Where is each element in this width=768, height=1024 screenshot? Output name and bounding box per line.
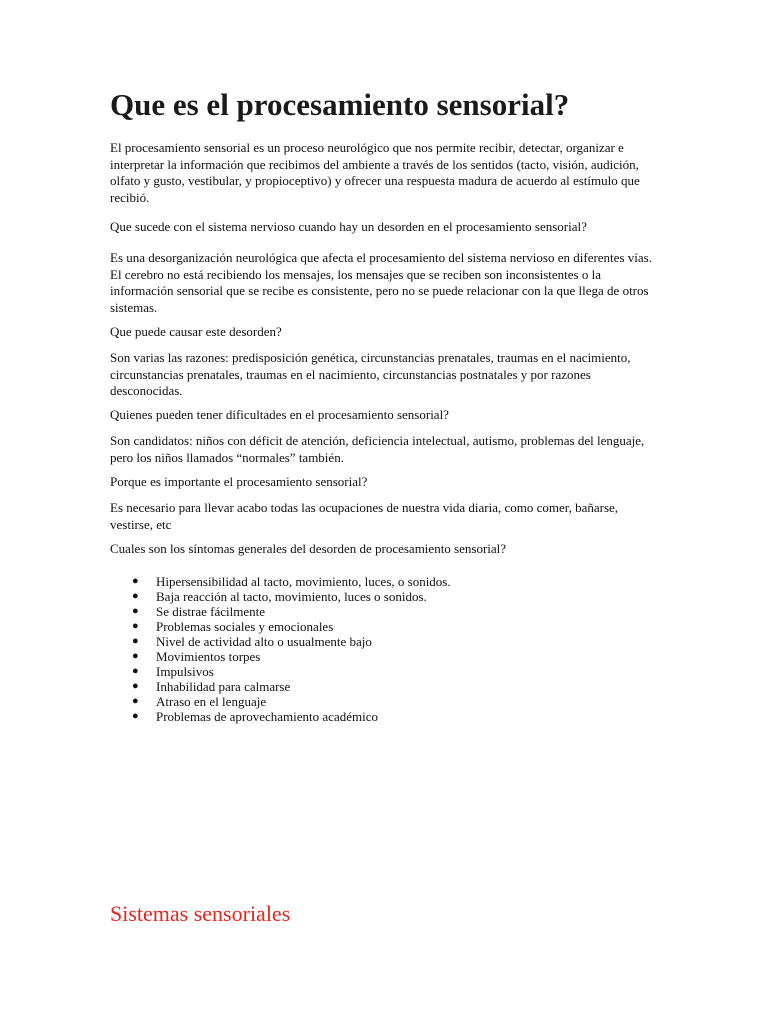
- list-item-text: Problemas de aprovechamiento académico: [156, 709, 378, 724]
- paragraph-definition: El procesamiento sensorial es un proceso neurológico que nos permite recibir, detectar, organizar e interpretar la información que recibimos del ambiente a través de los sentidos (tacto, visión, audición, olfato y gusto, vestibular, y propioceptivo) y ofrecer una respuesta madura de acuerdo al estímulo que recibió.: [110, 140, 640, 205]
- section-title: Sistemas sensoriales: [110, 901, 291, 926]
- paragraph-importance: Es necesario para llevar acabo todas las ocupaciones de nuestra vida diaria, como comer, bañarse, vestirse, etc: [110, 500, 619, 532]
- list-item-text: Se distrae fácilmente: [156, 604, 266, 619]
- bullet-icon: ●: [132, 635, 139, 647]
- bullet-icon: ●: [132, 650, 139, 662]
- bullet-icon: ●: [132, 605, 139, 617]
- question-causes: Que puede causar este desorden?: [110, 324, 282, 339]
- list-item: [110, 589, 650, 604]
- list-item: [110, 694, 650, 709]
- list-item: [110, 649, 650, 664]
- list-item: [110, 574, 650, 589]
- list-item-text: Atraso en el lenguaje: [156, 694, 267, 709]
- question-symptoms: Cuales son los síntomas generales del desorden de procesamiento sensorial?: [110, 541, 507, 556]
- paragraph-reasons: Son varias las razones: predisposición genética, circunstancias prenatales, traumas en el nacimiento, circunstancias prenatales, traumas en el nacimiento, circunstancias postnatales y por razones desconocidas.: [110, 350, 631, 398]
- list-item-text: Baja reacción al tacto, movimiento, luces o sonidos.: [156, 589, 427, 604]
- bullet-icon: ●: [132, 710, 139, 722]
- list-item-text: Movimientos torpes: [156, 649, 261, 664]
- list-item: [110, 619, 650, 634]
- list-item: [110, 679, 650, 694]
- bullet-icon: ●: [132, 695, 139, 707]
- bullet-icon: ●: [132, 620, 139, 632]
- list-item: [110, 604, 650, 619]
- symptoms-list: [110, 574, 650, 724]
- list-item-text: Nivel de actividad alto o usualmente bajo: [156, 634, 372, 649]
- question-nervous-system: Que sucede con el sistema nervioso cuando hay un desorden en el procesamiento sensorial?: [110, 219, 587, 234]
- list-item: [110, 634, 650, 649]
- question-importance: Porque es importante el procesamiento sensorial?: [110, 474, 368, 489]
- list-item-text: Hipersensibilidad al tacto, movimiento, luces, o sonidos.: [156, 574, 451, 589]
- paragraph-disorganization: Es una desorganización neurológica que afecta el procesamiento del sistema nervioso en diferentes vías. El cerebro no está recibiendo los mensajes, los mensajes que se reciben son inconsistentes o la información sensorial que se recibe es consistente, pero no se puede relacionar con la que llega de otros sistemas.: [110, 250, 652, 315]
- list-item-text: Inhabilidad para calmarse: [156, 679, 291, 694]
- page-title: Que es el procesamiento sensorial?: [110, 87, 570, 122]
- paragraph-candidates: Son candidatos: niños con déficit de atención, deficiencia intelectual, autismo, problemas del lenguaje, pero los niños llamados “normales” también.: [110, 433, 645, 465]
- list-item-text: Impulsivos: [156, 664, 214, 679]
- bullet-icon: ●: [132, 680, 139, 692]
- list-item-text: Problemas sociales y emocionales: [156, 619, 334, 634]
- bullet-icon: ●: [132, 575, 139, 587]
- list-item: [110, 709, 650, 724]
- question-who: Quienes pueden tener dificultades en el procesamiento sensorial?: [110, 407, 449, 422]
- bullet-icon: ●: [132, 665, 139, 677]
- bullet-icon: ●: [132, 590, 139, 602]
- list-item: [110, 664, 650, 679]
